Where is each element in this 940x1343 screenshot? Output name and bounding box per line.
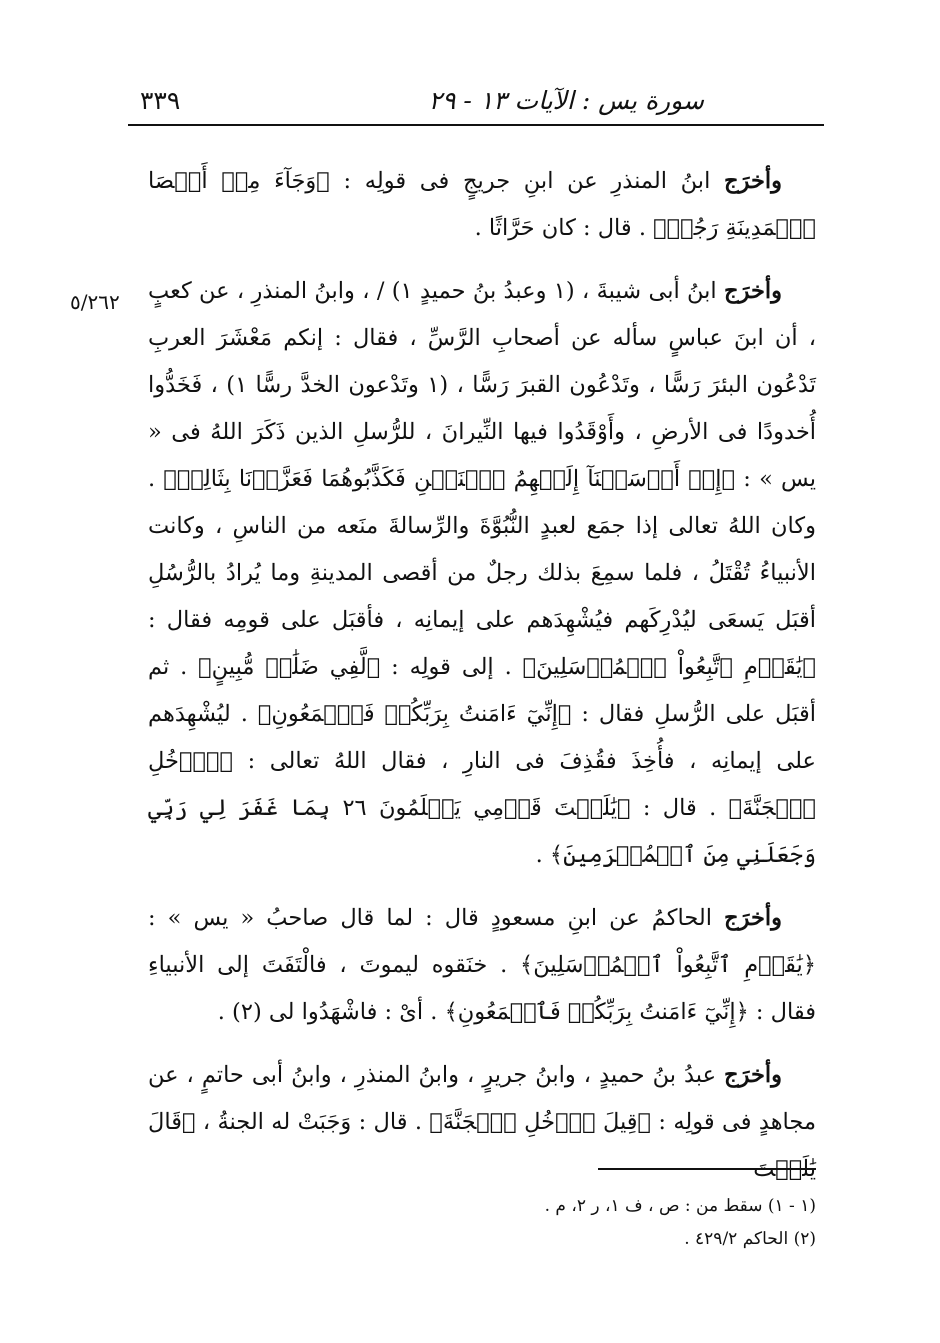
paragraph-lead: وأخرَج bbox=[724, 168, 782, 194]
footnote-2: (٢) الحاكم ٤٢٩/٢ . bbox=[684, 1229, 816, 1249]
footnotes bbox=[148, 1190, 816, 1256]
paragraph-lead: وأخرَج bbox=[724, 278, 782, 304]
page-number: ٣٣٩ bbox=[140, 86, 181, 115]
footnote-divider bbox=[598, 1168, 816, 1170]
margin-note: ٥/٢٦٢ bbox=[70, 290, 120, 314]
paragraph-lead: وأخرَج bbox=[724, 905, 782, 931]
running-header bbox=[128, 80, 824, 126]
paragraph-text: ابنُ أبى شيبةَ ، (١ وعبدُ بنُ حميدٍ ١) / ، وابنُ المنذرِ ، عن كعبٍ ، أن ابنَ عباسٍ سأله عن أصحابِ الرَّسِّ ، فقال : إنكم مَعْشَرَ العربِ تَدْعُون البئرَ رَسًّا ، وتَدْعُون القبرَ رَسًّا ، (١ وتَدْعون الخدَّ رسًّا ١) ، فَخَدُّوا أُخدودًا فى الأرضِ ، وأَوْقَدُوا فيها النِّيرانَ ، للرُّسلِ الذين ذَكَرَ اللهُ فى « يس » : ﴿إِذۡ أَرۡسَلۡنَآ إِلَيۡهِمُ ٱثۡنَيۡنِ فَكَذَّبُوهُمَا فَعَزَّزۡنَا بِثَالِثٖ﴾ . وكان اللهُ تعالى إذا جمَع لعبدٍ النُّبُوَّةَ والرِّسالةَ منَعه من الناسِ ، وكانت الأنبياءُ تُقْتَلُ ، فلما سمِعَ بذلك رجلٌ من أقصى المدينةِ وما يُرادُ بالرُّسُلِ أقبَل يَسعَى ليُدْرِكَهم فيُشْهِدَهم على إيمانِه ، فأقبَل على قومِه فقال : ﴿يَٰقَوۡمِ ٱتَّبِعُواْ ٱلۡمُرۡسَلِينَ﴾ . إلى قولِه : ﴿لَّفِي ضَلَٰلٖ مُّبِينٍ﴾ . ثم أقبَل على الرُّسلِ فقال : ﴿إِنِّيٓ ءَامَنتُ بِرَبِّكُمۡ فَٱسۡمَعُونِ﴾ . ليُشْهِدَهم على إيمانِه ، فأُخِذَ فقُذِفَ فى النارِ ، فقال اللهُ تعالى : ﴿ٱدۡخُلِ ٱلۡجَنَّةَ﴾ . قال : ﴿يَٰلَيۡتَ قَوۡمِي يَعۡلَمُونَ ٢٦ بِمَا غَفَرَ لِي رَبِّي وَجَعَلَنِي مِنَ ٱلۡمُكۡرَمِينَ﴾ . bbox=[148, 278, 816, 868]
paragraph-lead: وأخرَج bbox=[724, 1062, 782, 1088]
paragraph-4 bbox=[148, 1052, 816, 1193]
paragraph-text: الحاكمُ عن ابنِ مسعودٍ قال : لما قال صاحبُ « يس » : ﴿يَٰقَوۡمِ ٱتَّبِعُواْ ٱلۡمُرۡسَلِينَ﴾ . خنَقوه ليموتَ ، فالْتَفَتَ إلى الأنبياءِ فقال : ﴿إِنِّيٓ ءَامَنتُ بِرَبِّكُمۡ فَٱسۡمَعُونِ﴾ . أىْ : فاشْهَدُوا لى (٢) . bbox=[148, 905, 816, 1025]
body-text bbox=[148, 158, 816, 1209]
paragraph-text: ابنُ المنذرِ عن ابنِ جريجٍ فى قولِه : ﴿وَجَآءَ مِنۡ أَقۡصَا ٱلۡمَدِينَةِ رَجُلٞ﴾ . قال : كان حَرَّاثًا . bbox=[148, 168, 816, 241]
footnote-1: (١ - ١) سقط من : ص ، ف ١، ر ٢، م . bbox=[544, 1196, 816, 1216]
paragraph-text: عبدُ بنُ حميدٍ ، وابنُ جريرٍ ، وابنُ المنذرِ ، وابنُ أبى حاتمٍ ، عن مجاهدٍ فى قولِه : ﴿قِيلَ ٱدۡخُلِ ٱلۡجَنَّةَ﴾ . قال : وَجَبَتْ له الجنةُ ، ﴿قَالَ يَٰلَيۡتَ bbox=[148, 1062, 816, 1182]
paragraph-1 bbox=[148, 158, 816, 252]
header-title: سورة يس : الآيات ١٣ - ٢٩ bbox=[428, 86, 704, 115]
paragraph-2 bbox=[148, 268, 816, 879]
paragraph-3 bbox=[148, 895, 816, 1036]
